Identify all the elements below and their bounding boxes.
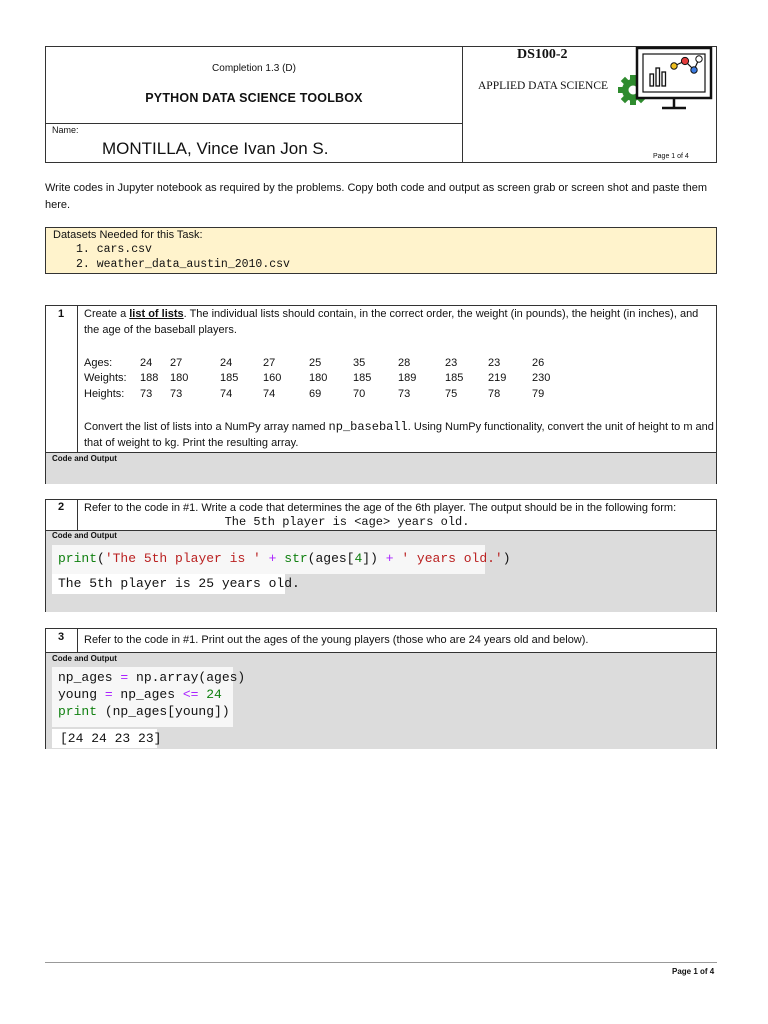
code-token: = <box>97 687 121 702</box>
task-number: 2 <box>57 501 65 513</box>
task-2-output: The 5th player is 25 years old. <box>58 576 300 591</box>
code-token: print <box>58 704 98 719</box>
table-row <box>84 355 562 371</box>
cell: 185 <box>353 372 372 385</box>
task-1-code-area <box>46 452 716 484</box>
task-1-convert-text <box>84 419 716 451</box>
name-label: Name: <box>52 125 79 135</box>
header-page-number: Page 1 of 4 <box>653 153 689 160</box>
cell: 74 <box>220 387 233 400</box>
cell: 69 <box>309 387 322 400</box>
task-1-text-post: . The individual lists should contain, in the correct order, the weight (in pounds), the height (in inches), and the age of the baseball players. <box>84 308 699 336</box>
task-3-divider <box>77 628 78 652</box>
instructions-text: Write codes in Jupyter notebook as required by the problems. Copy both code and output as screen grab or screen shot and paste them here. <box>45 182 708 211</box>
student-name: MONTILLA, Vince Ivan Jon S. <box>102 139 329 158</box>
cell: 73 <box>398 387 411 400</box>
document-title: PYTHON DATA SCIENCE TOOLBOX <box>145 91 363 105</box>
task-1-divider <box>77 305 78 452</box>
cell: 180 <box>170 372 189 385</box>
row-label: Ages: <box>84 356 113 369</box>
code-token: np.array(ages) <box>136 670 246 685</box>
cell: 26 <box>532 356 545 369</box>
cell: 23 <box>445 356 458 369</box>
cell: 27 <box>263 356 276 369</box>
course-name: APPLIED DATA SCIENCE <box>478 80 609 92</box>
convert-code: np_baseball <box>328 420 408 434</box>
cell: 219 <box>488 372 507 385</box>
row-label: Heights: <box>84 387 125 400</box>
cell: 79 <box>532 387 545 400</box>
task-number: 3 <box>57 631 65 643</box>
task-2-text: Refer to the code in #1. Write a code that determines the age of the 6th player. The output should be in the following form: <box>84 502 677 514</box>
code-token: = <box>112 670 137 685</box>
code-token: ) <box>502 551 511 566</box>
header-divider <box>45 123 463 124</box>
cell: 188 <box>140 372 159 385</box>
task-1-text <box>84 306 714 338</box>
code-token: 'The 5th player is ' <box>104 551 261 566</box>
dataset-item: 2. weather_data_austin_2010.csv <box>76 258 290 271</box>
task-1-emphasis: list of lists <box>129 308 184 320</box>
task-2-divider <box>77 499 78 530</box>
code-token: np_ages <box>120 687 183 702</box>
task-2-code-line <box>58 551 511 566</box>
table-row <box>84 386 562 402</box>
code-token: print <box>58 551 98 566</box>
cell: 27 <box>170 356 183 369</box>
task-2-output-form: The 5th player is <age> years old. <box>224 515 470 529</box>
cell: 70 <box>353 387 366 400</box>
monitor-chart-gear-icon <box>617 44 717 116</box>
task-number: 1 <box>57 308 65 320</box>
task-3-code-line-2 <box>58 687 222 702</box>
cell: 75 <box>445 387 458 400</box>
code-token: 24 <box>198 687 222 702</box>
code-token: young <box>58 687 98 702</box>
datasets-title: Datasets Needed for this Task: <box>53 229 203 241</box>
cell: 73 <box>140 387 153 400</box>
completion-label: Completion 1.3 (D) <box>212 63 296 74</box>
task-3-code-line-3 <box>58 704 230 719</box>
task-1-text-pre: Create a <box>84 308 130 320</box>
cell: 189 <box>398 372 417 385</box>
task-3-text: Refer to the code in #1. Print out the ages of the young players (those who are 24 years old and below). <box>84 634 589 646</box>
code-token: + <box>377 551 402 566</box>
code-token: (ages[ <box>307 551 355 566</box>
code-token: ' years old.' <box>401 551 503 566</box>
code-token: str <box>284 551 308 566</box>
row-label: Weights: <box>84 372 127 385</box>
cell: 230 <box>532 372 551 385</box>
code-output-label: Code and Output <box>52 454 117 463</box>
cell: 73 <box>170 387 183 400</box>
code-token: np_ages <box>58 670 113 685</box>
code-output-label: Code and Output <box>52 654 117 663</box>
task-3-code-line-1 <box>58 670 245 685</box>
code-token: <= <box>182 687 199 702</box>
task-3-output: [24 24 23 23] <box>60 731 162 746</box>
course-code: DS100-2 <box>517 47 568 62</box>
code-token: ]) <box>362 551 378 566</box>
convert-text-pre: Convert the list of lists into a NumPy array named <box>84 421 329 433</box>
cell: 185 <box>445 372 464 385</box>
code-token: 4 <box>354 551 363 566</box>
cell: 74 <box>263 387 276 400</box>
convert-text-post: . Using NumPy functionality, convert the unit of height to m and that of weight to kg. Print the resulting array. <box>84 421 714 449</box>
cell: 180 <box>309 372 328 385</box>
cell: 28 <box>398 356 411 369</box>
cell: 35 <box>353 356 366 369</box>
cell: 25 <box>309 356 322 369</box>
code-output-label: Code and Output <box>52 531 117 540</box>
cell: 24 <box>140 356 153 369</box>
code-token: (np_ages[young]) <box>97 704 230 719</box>
baseball-data-table <box>84 355 562 402</box>
footer-page-number: Page 1 of 4 <box>672 967 715 976</box>
cell: 160 <box>263 372 282 385</box>
footer-divider <box>45 962 717 963</box>
cell: 23 <box>488 356 501 369</box>
cell: 24 <box>220 356 233 369</box>
cell: 78 <box>488 387 501 400</box>
code-token: ( <box>97 551 105 566</box>
table-row <box>84 371 562 387</box>
cell: 185 <box>220 372 239 385</box>
code-token: + <box>260 551 285 566</box>
dataset-item: 1. cars.csv <box>76 243 152 256</box>
